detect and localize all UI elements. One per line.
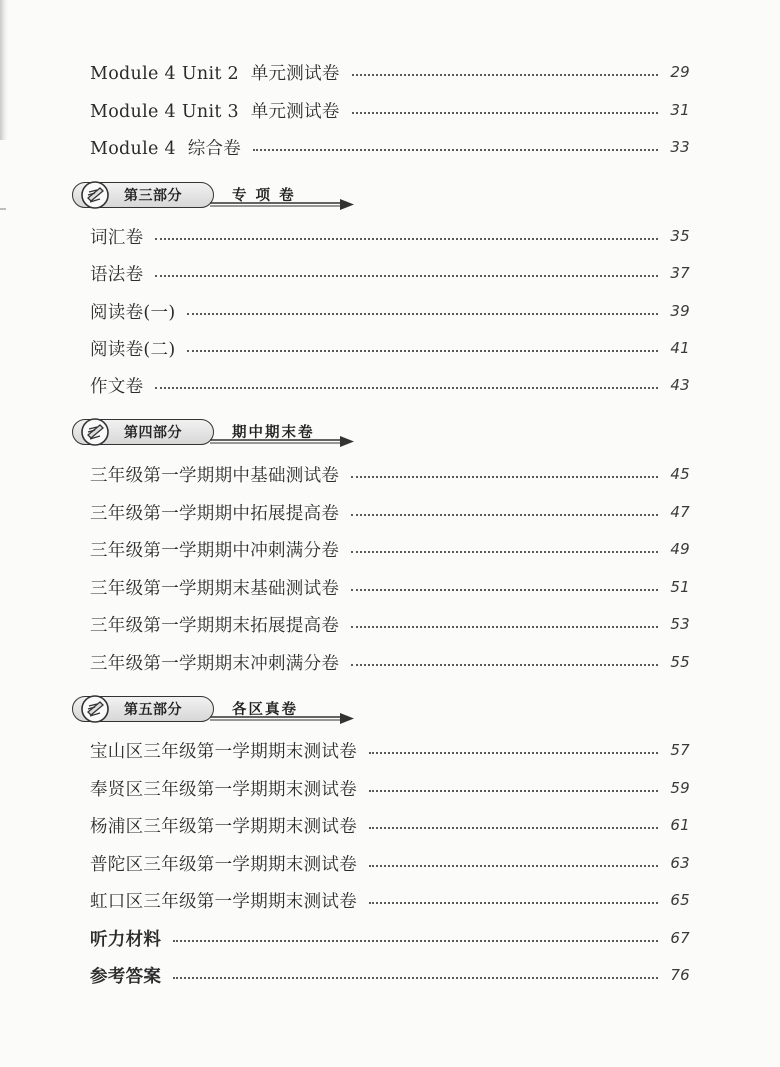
toc-entry-midterm-extended[interactable]	[90, 497, 690, 527]
toc-page-number: 37	[670, 264, 690, 282]
toc-page-number: 31	[670, 101, 690, 119]
toc-page-number: 33	[670, 138, 690, 156]
toc-page-number: 55	[670, 653, 690, 671]
toc-entry-title: 杨浦区三年级第一学期期末测试卷	[90, 816, 357, 837]
dot-leader	[351, 664, 658, 666]
notebook-pencil-icon	[80, 694, 110, 724]
dot-leader	[253, 149, 658, 151]
scan-edge-mark	[0, 208, 6, 210]
dot-leader	[351, 476, 658, 478]
toc-entry-yangpu[interactable]	[90, 810, 690, 840]
toc-entry-title: 作文卷	[90, 376, 144, 397]
toc-page-number: 29	[670, 63, 690, 81]
toc-entry-fengxian[interactable]	[90, 773, 690, 803]
toc-page-number: 49	[670, 540, 690, 558]
toc-entry-title: 三年级第一学期期末基础测试卷	[90, 578, 340, 599]
dot-leader	[351, 589, 658, 591]
toc-page-number: 53	[670, 615, 690, 633]
dot-leader	[352, 112, 658, 114]
dot-leader	[369, 827, 658, 829]
toc-page-number: 47	[670, 503, 690, 521]
toc-page-number: 35	[670, 227, 690, 245]
toc-entry-title: Module 4 综合卷	[90, 138, 242, 159]
toc-entry-title: 阅读卷(一)	[90, 302, 176, 323]
toc-entry-title: 听力材料	[90, 929, 162, 950]
dot-leader	[155, 387, 658, 389]
toc-entry-writing[interactable]	[90, 370, 690, 400]
section-title: 专 项 卷	[232, 188, 296, 204]
toc-entry-vocabulary[interactable]	[90, 221, 690, 251]
toc-page-number: 51	[670, 578, 690, 596]
toc-entry-midterm-basic[interactable]	[90, 459, 690, 489]
toc-page-number: 45	[670, 465, 690, 483]
toc-entry-title: 宝山区三年级第一学期期末测试卷	[90, 741, 357, 762]
toc-entry-hongkou[interactable]	[90, 885, 690, 915]
toc-entry-module4-unit3[interactable]	[90, 95, 690, 125]
dot-leader	[173, 977, 658, 979]
toc-entry-title: 三年级第一学期期末拓展提高卷	[90, 615, 340, 636]
notebook-pencil-icon	[80, 417, 110, 447]
section-label: 第四部分	[124, 425, 182, 441]
toc-entry-listening-materials[interactable]	[90, 923, 690, 953]
toc-entry-title: 三年级第一学期期中拓展提高卷	[90, 503, 340, 524]
toc-page-number: 63	[670, 854, 690, 872]
toc-entry-title: 普陀区三年级第一学期期末测试卷	[90, 854, 357, 875]
section-header-part3	[72, 177, 362, 213]
dot-leader	[155, 275, 658, 277]
scan-edge-shadow	[0, 0, 8, 140]
dot-leader	[352, 74, 658, 76]
dot-leader	[351, 551, 658, 553]
dot-leader	[351, 514, 658, 516]
section-title: 各区真卷	[232, 702, 298, 718]
toc-entry-putuo[interactable]	[90, 848, 690, 878]
dot-leader	[369, 752, 658, 754]
toc-entry-title: 三年级第一学期期中冲刺满分卷	[90, 540, 340, 561]
toc-page-number: 41	[670, 339, 690, 357]
toc-entry-final-extended[interactable]	[90, 609, 690, 639]
toc-entry-final-sprint[interactable]	[90, 647, 690, 677]
dot-leader	[369, 790, 658, 792]
toc-entry-title: 语法卷	[90, 264, 144, 285]
toc-entry-title: 词汇卷	[90, 227, 144, 248]
toc-entry-title: 奉贤区三年级第一学期期末测试卷	[90, 779, 357, 800]
section-header-part5	[72, 691, 362, 727]
toc-entry-title: Module 4 Unit 2 单元测试卷	[90, 63, 340, 84]
toc-entry-module4-unit2[interactable]	[90, 57, 690, 87]
toc-entry-title: 阅读卷(二)	[90, 339, 176, 360]
section-label: 第三部分	[124, 188, 182, 204]
dot-leader	[351, 626, 658, 628]
toc-page-number: 39	[670, 302, 690, 320]
toc-entry-title: 虹口区三年级第一学期期末测试卷	[90, 891, 357, 912]
toc-entry-title: 参考答案	[90, 966, 162, 987]
dot-leader	[173, 940, 658, 942]
toc-page-number: 67	[670, 929, 690, 947]
section-title: 期中期末卷	[232, 425, 315, 441]
toc-entry-title: 三年级第一学期期末冲刺满分卷	[90, 653, 340, 674]
dot-leader	[187, 313, 658, 315]
toc-page-number: 59	[670, 779, 690, 797]
toc-entry-answer-key[interactable]	[90, 960, 690, 990]
toc-entry-baoshan[interactable]	[90, 735, 690, 765]
toc-page-number: 76	[670, 966, 690, 984]
section-header-part4	[72, 414, 362, 450]
dot-leader	[155, 238, 658, 240]
toc-entry-final-basic[interactable]	[90, 572, 690, 602]
toc-entry-grammar[interactable]	[90, 258, 690, 288]
dot-leader	[187, 350, 658, 352]
toc-page-number: 61	[670, 816, 690, 834]
toc-entry-reading-1[interactable]	[90, 296, 690, 326]
toc-entry-midterm-sprint[interactable]	[90, 534, 690, 564]
section-label: 第五部分	[124, 702, 182, 718]
toc-page-number: 57	[670, 741, 690, 759]
toc-entry-module4-review[interactable]	[90, 132, 690, 162]
toc-entry-title: 三年级第一学期期中基础测试卷	[90, 465, 340, 486]
toc-page-number: 65	[670, 891, 690, 909]
dot-leader	[369, 902, 658, 904]
dot-leader	[369, 865, 658, 867]
notebook-pencil-icon	[80, 180, 110, 210]
toc-entry-title: Module 4 Unit 3 单元测试卷	[90, 101, 340, 122]
toc-entry-reading-2[interactable]	[90, 333, 690, 363]
toc-page-number: 43	[670, 376, 690, 394]
